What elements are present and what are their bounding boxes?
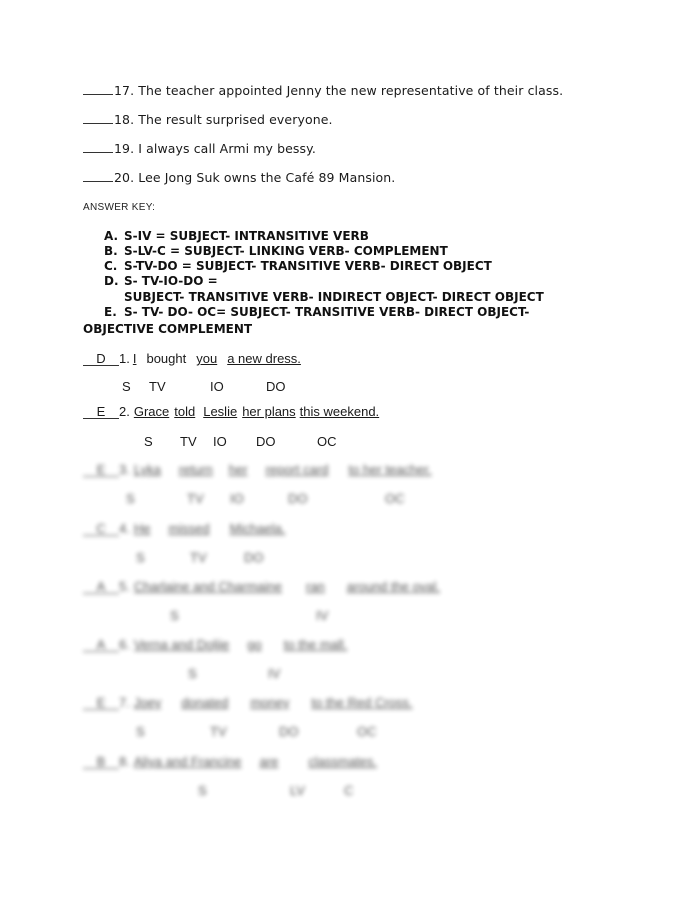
key-item-d: D. S- TV-IO-DO =	[104, 274, 218, 288]
question-19	[83, 141, 316, 156]
question-18	[83, 112, 333, 127]
key-item-a: A. S-IV = SUBJECT- INTRANSITIVE VERB	[104, 229, 369, 243]
example-2: E 2. Grace told Leslie her plans this weekend.	[83, 404, 379, 419]
answer-blank[interactable]	[83, 171, 113, 182]
question-text: 19. I always call Armi my bessy.	[114, 141, 316, 156]
answer-blank[interactable]	[83, 84, 113, 95]
key-item-d-continued: SUBJECT- TRANSITIVE VERB- INDIRECT OBJECT- DIRECT OBJECT	[124, 290, 544, 304]
example-answer[interactable]: E	[83, 405, 119, 419]
example-5: A 5. Charlaine and Charmaine ran around the oval.	[83, 579, 440, 594]
question-20	[83, 170, 395, 185]
answer-blank[interactable]	[83, 142, 113, 153]
question-text: 18. The result surprised everyone.	[114, 112, 333, 127]
example-3: E 3. Lyka return her report card to her teacher.	[83, 462, 432, 477]
example-8: B 8. Aliya and Francine are classmates.	[83, 754, 377, 769]
answer-key-title: ANSWER KEY:	[83, 202, 156, 213]
key-item-e: E. S- TV- DO- OC= SUBJECT- TRANSITIVE VERB- DIRECT OBJECT-	[104, 305, 530, 319]
answer-blank[interactable]	[83, 113, 113, 124]
question-17	[83, 83, 563, 98]
example-4: C 4. He missed Michaela.	[83, 521, 285, 536]
key-item-e-continued: OBJECTIVE COMPLEMENT	[83, 322, 253, 336]
example-1: D 1. I bought you a new dress.	[83, 351, 301, 366]
question-text: 17. The teacher appointed Jenny the new representative of their class.	[114, 83, 564, 98]
key-item-b: B. S-LV-C = SUBJECT- LINKING VERB- COMPLEMENT	[104, 244, 448, 258]
question-text: 20. Lee Jong Suk owns the Café 89 Mansion.	[114, 170, 396, 185]
example-answer[interactable]: D	[83, 352, 119, 366]
key-item-c: C. S-TV-DO = SUBJECT- TRANSITIVE VERB- DIRECT OBJECT	[104, 259, 492, 273]
example-6: A 6. Verna and Doljie go to the mall.	[83, 637, 347, 652]
example-7: E 7. Joey donated money to the Red Cross.	[83, 695, 413, 710]
worksheet-page: 17. The teacher appointed Jenny the new representative of their class. 18. The result surprised everyone. 19. I always call Armi my bessy. 20. Lee Jong Suk owns the Café 89 Mansion. ANSWER KEY: A. S-IV = SUBJECT- INTRANSITIVE VERB B. S-LV-C = SUBJECT- LINKING VERB- COMPLEMENT C. S-TV-DO = SUBJECT- TRANSITIVE VERB- DIRECT OBJECT D. S- TV-IO-DO = SUBJECT- TRANSITIVE VERB- INDIRECT OBJECT- DIRECT OBJECT E. S- TV- DO- OC= SUBJECT- TRANSITIVE VERB- DIRECT OBJECT- OBJECTIVE COMPLEMENT D 1. I bought you a new dress. S TV IO DO E 2. Grace told Leslie her plans this weekend. S TV IO DO OC E 3. Lyka return her report card to her teacher. S TV IO DO OC C 4. He missed Michaela. S TV DO A 5. Charlaine and Charmaine ran around the oval. S IV A 6. Verna and Doljie go to the mall. S IV E 7. Joey donated money to the Red Cross. S TV DO OC B 8. Aliya and Francine are classmates. S LV C	[83, 83, 564, 798]
